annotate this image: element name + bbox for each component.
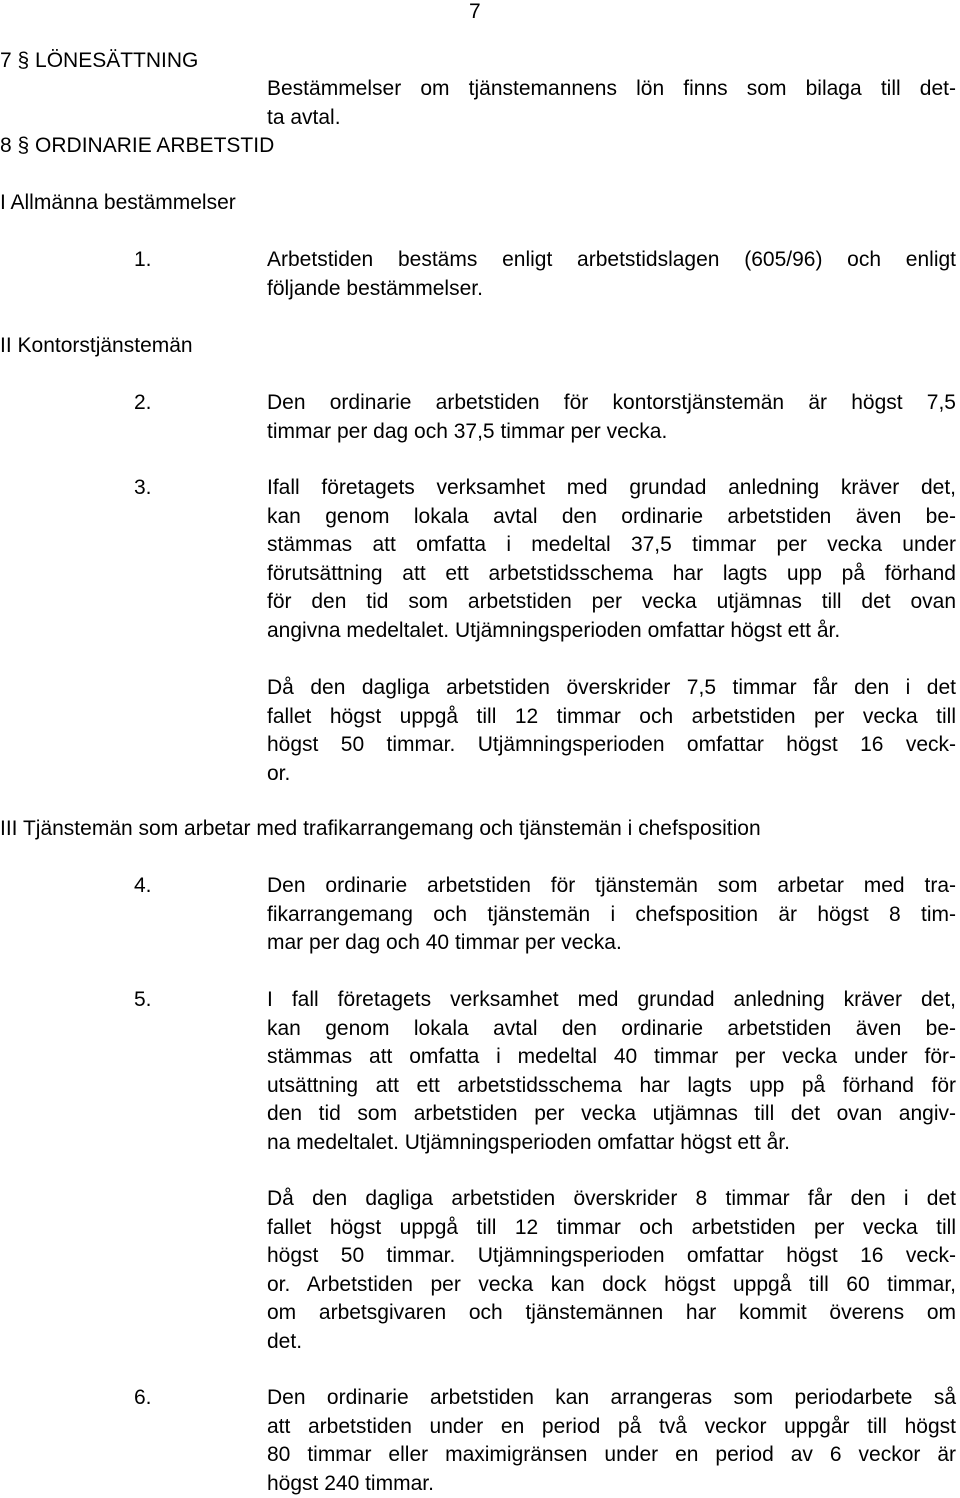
text-line: fikarrangemang och tjänstemän i chefsposition är högst 8 tim- bbox=[267, 901, 956, 930]
section-7-heading: 7 § LÖNESÄTTNING bbox=[0, 47, 198, 76]
text-line: om arbetsgivaren och tjänstemännen har kommit överens om bbox=[267, 1299, 956, 1328]
text-line: kan genom lokala avtal den ordinarie arbetstiden även be- bbox=[267, 503, 956, 532]
text-line: or. Arbetstiden per vecka kan dock högst uppgå till 60 timmar, bbox=[267, 1271, 956, 1300]
item-number: 3. bbox=[134, 474, 152, 503]
text-line: det. bbox=[267, 1328, 956, 1357]
item-text bbox=[267, 246, 956, 303]
item-text bbox=[267, 474, 956, 645]
text-line: na medeltalet. Utjämningsperioden omfattar högst ett år. bbox=[267, 1129, 956, 1158]
text-line: följande bestämmelser. bbox=[267, 275, 956, 304]
text-line: högst 50 timmar. Utjämningsperioden omfattar högst 16 veck- bbox=[267, 1242, 956, 1271]
item-number: 1. bbox=[134, 246, 152, 275]
part-3-heading: III Tjänstemän som arbetar med trafikarrangemang och tjänstemän i chefsposition bbox=[0, 815, 761, 844]
text-line: kan genom lokala avtal den ordinarie arbetstiden även be- bbox=[267, 1015, 956, 1044]
text-line: högst 50 timmar. Utjämningsperioden omfattar högst 16 veck- bbox=[267, 731, 956, 760]
item-text bbox=[267, 986, 956, 1157]
item-number: 6. bbox=[134, 1384, 152, 1413]
text-line: utsättning att ett arbetstidsschema har lagts upp på förhand för bbox=[267, 1072, 956, 1101]
item-3-paragraph-2 bbox=[267, 674, 956, 788]
text-line: mar per dag och 40 timmar per vecka. bbox=[267, 929, 956, 958]
item-number: 5. bbox=[134, 986, 152, 1015]
text-line: Arbetstiden bestäms enligt arbetstidslagen (605/96) och enligt bbox=[267, 246, 956, 275]
part-1-heading: I Allmänna bestämmelser bbox=[0, 189, 236, 218]
text-line: ta avtal. bbox=[267, 104, 956, 133]
text-line: Då den dagliga arbetstiden överskrider 8 timmar får den i det bbox=[267, 1185, 956, 1214]
page-number: 7 bbox=[469, 0, 481, 27]
text-line: stämmas att omfatta i medeltal 40 timmar per vecka under för- bbox=[267, 1043, 956, 1072]
text-line: Den ordinarie arbetstiden för tjänstemän som arbetar med tra- bbox=[267, 872, 956, 901]
text-line: den tid som arbetstiden per vecka utjämnas till det ovan angiv- bbox=[267, 1100, 956, 1129]
text-line: fallet högst uppgå till 12 timmar och arbetstiden per vecka till bbox=[267, 703, 956, 732]
text-line: förutsättning att ett arbetstidsschema har lagts upp på förhand bbox=[267, 560, 956, 589]
item-text bbox=[267, 872, 956, 958]
text-line: högst 240 timmar. bbox=[267, 1470, 956, 1498]
section-7-text bbox=[267, 75, 956, 132]
item-5-paragraph-2 bbox=[267, 1185, 956, 1356]
text-line: Ifall företagets verksamhet med grundad anledning kräver det, bbox=[267, 474, 956, 503]
text-line: Bestämmelser om tjänstemannens lön finns som bilaga till det- bbox=[267, 75, 956, 104]
text-line: Den ordinarie arbetstiden kan arrangeras som periodarbete så bbox=[267, 1384, 956, 1413]
item-text bbox=[267, 389, 956, 446]
text-line: or. bbox=[267, 760, 956, 789]
item-number: 2. bbox=[134, 389, 152, 418]
section-8-heading: 8 § ORDINARIE ARBETSTID bbox=[0, 132, 274, 161]
text-line: I fall företagets verksamhet med grundad anledning kräver det, bbox=[267, 986, 956, 1015]
text-line: Den ordinarie arbetstiden för kontorstjänstemän är högst 7,5 bbox=[267, 389, 956, 418]
text-line: 80 timmar eller maximigränsen under en period av 6 veckor är bbox=[267, 1441, 956, 1470]
part-2-heading: II Kontorstjänstemän bbox=[0, 332, 193, 361]
item-number: 4. bbox=[134, 872, 152, 901]
text-line: angivna medeltalet. Utjämningsperioden omfattar högst ett år. bbox=[267, 617, 956, 646]
text-line: timmar per dag och 37,5 timmar per vecka. bbox=[267, 418, 956, 447]
text-line: Då den dagliga arbetstiden överskrider 7,5 timmar får den i det bbox=[267, 674, 956, 703]
text-line: stämmas att omfatta i medeltal 37,5 timmar per vecka under bbox=[267, 531, 956, 560]
text-line: att arbetstiden under en period på två veckor uppgår till högst bbox=[267, 1413, 956, 1442]
item-text bbox=[267, 1384, 956, 1498]
text-line: fallet högst uppgå till 12 timmar och arbetstiden per vecka till bbox=[267, 1214, 956, 1243]
text-line: för den tid som arbetstiden per vecka utjämnas till det ovan bbox=[267, 588, 956, 617]
